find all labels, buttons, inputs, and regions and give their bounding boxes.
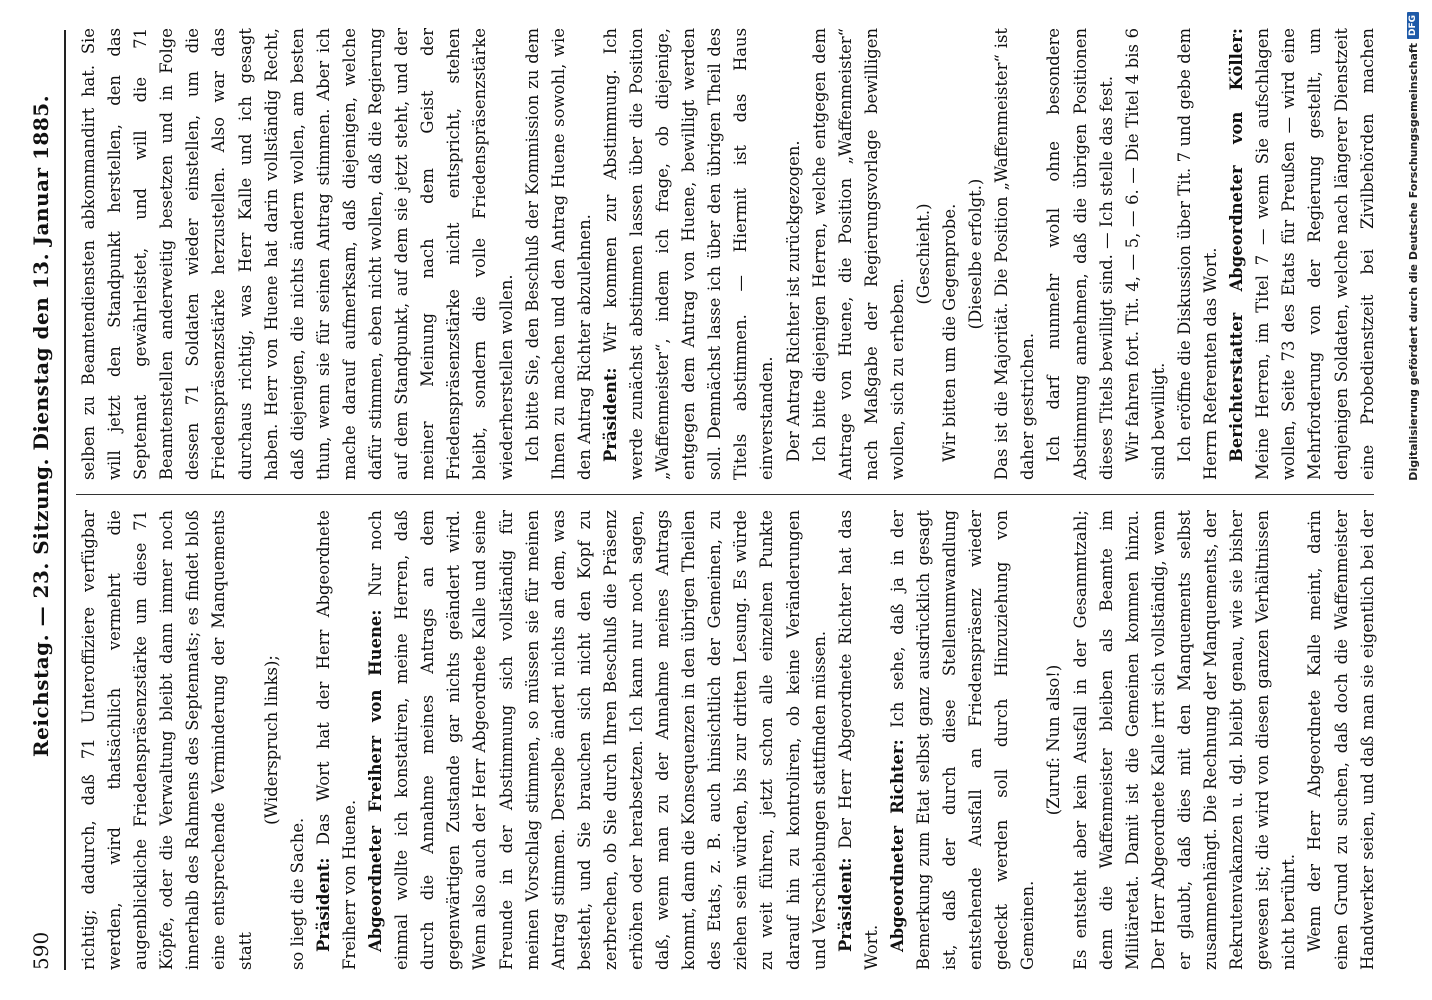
speech-paragraph	[311, 510, 363, 970]
paragraph: Ich bitte diejenigen Herren, welche entgegen dem Antrage von Huene, die Position „Waffenmeister“ nach Maßgabe der Regierungsvorlage bewilligen wollen, sich zu erheben.	[809, 28, 907, 480]
dfg-logo: DFG	[1407, 12, 1419, 39]
paragraph: Das ist die Majorität. Die Position „Waffenmeister“ ist daher gestrichen.	[992, 28, 1038, 480]
speech-text: Nur noch einmal wollte ich konstatiren, meine Herren, daß durch die Annahme meines Antrags an dem gegenwärtigen Zustande gar nichts geändert wird. Wenn also auch der Herr Abgeordnete Kalle und seine Freunde in der Abstimmung sich vollständig für meinen Vorschlag stimmen, so müssen sie für meinen Antrag stimmen. Derselbe ändert nichts an dem, was besteht, und Sie brauchen sich nicht den Kopf zu zerbrechen, ob Sie durch Ihren Beschluß die Präsenz erhöhen oder herabsetzen. Ich kann nur noch sagen, daß, wenn man zu der Annahme meines Antrags kommt, dann die Konsequenzen in den übrigen Theilen des Etats, z. B. auch hinsichtlich der Gemeinen, zu ziehen sein würden, bis zur dritten Lesung. Es würde zu weit führen, jetzt schon alle einzelnen Punkte darauf hin zu kontroliren, ob keine Veränderungen und Verschiebungen stattfinden müssen.	[366, 510, 829, 970]
header-rule	[64, 30, 66, 970]
speech-text: Das Wort hat der Herr Abgeordnete Freiherr von Huene.	[313, 510, 359, 970]
paragraph: Wir fahren fort. Tit. 4, — 5, — 6. — Die Titel 4 bis 6 sind bewilligt.	[1122, 28, 1168, 480]
speech-paragraph	[1224, 28, 1380, 480]
speech-paragraph	[833, 510, 885, 970]
speech-paragraph	[885, 510, 1042, 970]
speaker-name: Abgeordneter Freiherr von Huene:	[366, 609, 386, 952]
page-number: 590	[29, 931, 53, 970]
page-header	[20, 30, 62, 970]
speaker-name: Präsident:	[835, 857, 855, 952]
interjection: (Widerspruch links);	[261, 655, 281, 825]
right-column	[76, 28, 1380, 480]
column-divider	[76, 494, 1374, 495]
speech-text: Der Herr Abgeordnete Richter hat das Wort.	[835, 510, 881, 970]
interjection: (Dieselbe erfolgt.)	[966, 178, 986, 330]
header-title: Reichstag. — 23. Sitzung. Dienstag den 13. Januar 1885.	[29, 94, 53, 757]
speaker-name: Berichterstatter Abgeordneter von Köller:	[1227, 28, 1247, 462]
interjection: (Zuruf: Nun also!)	[1044, 664, 1064, 816]
speech-text: Wir kommen zur Abstimmung. Ich werde zunächst abstimmen lassen über die Position „Waffenmeister“, indem ich frage, ob diejenige, entgegen dem Antrag von Huene, bewilligt werden soll. Demnächst lasse ich über den übrigen Theil des Titels abstimmen. — Hiermit ist das Haus einverstanden.	[600, 28, 777, 480]
paragraph: Wir bitten um die Gegenprobe.	[940, 203, 960, 462]
speaker-name: Abgeordneter Richter:	[887, 739, 907, 952]
paragraph: selben zu Beamtendiensten abkommandirt hat. Sie will jetzt den Standpunkt herstellen, den das Septennat gewährleistet, und will die 71 Beamtenstellen anderweitig besetzen und in Folge dessen 71 Soldaten wieder einstellen, um die Friedenspräsenzstärke herzustellen. Also war das durchaus richtig, was Herr Kalle und ich gesagt haben. Herr von Huene hat darin vollständig Recht, daß diejenigen, die nichts ändern wollen, am besten thun, wenn sie für seinen Antrag stimmen. Aber ich mache darauf aufmerksam, daß diejenigen, welche dafür stimmen, eben nicht wollen, daß die Regierung auf dem Standpunkt, auf dem sie jetzt steht, und der meiner Meinung nach dem Geist der Friedenspräsenzstärke nicht entspricht, stehen bleibt, sondern die volle Friedenspräsenzstärke wiederherstellen wollen.	[79, 28, 516, 480]
digitization-credit-strip	[1403, 0, 1423, 1000]
speaker-name: Präsident:	[313, 857, 333, 952]
paragraph: Wenn der Herr Abgeordnete Kalle meint, darin einen Grund zu suchen, daß doch die Waffenmeister Handwerker seien, und daß man sie eigentlich bei der	[1305, 510, 1377, 970]
speech-text: Ich sehe, daß ja in der Bemerkung zum Etat selbst ganz ausdrücklich gesagt ist, daß der durch diese Stellenumwandlung entstehende Ausfall an Friedenspräsenz wieder gedeckt werden soll durch Hinzuziehung von Gemeinen.	[887, 510, 1038, 970]
paragraph: richtig; dadurch, daß 71 Unteroffiziere verfügbar werden, wird thatsächlich vermehrt die augenblickliche Friedenspräsenzstärke um diese 71 Köpfe, oder die Verwaltung bleibt dann immer noch innerhalb des Rahmens des Septennats; es findet bloß eine entsprechende Verminderung der Manquements statt	[79, 510, 255, 970]
credit-text: Digitalisierung gefördert durch die Deutsche Forschungsgemeinschaft	[1406, 43, 1420, 481]
paragraph: Ich eröffne die Diskussion über Tit. 7 und gebe dem Herrn Referenten das Wort.	[1174, 28, 1221, 480]
paragraph: Ich darf nunmehr wohl ohne besondere Abstimmung annehmen, daß die übrigen Positionen dieses Titels bewilligt sind. — Ich stelle das fest.	[1044, 28, 1116, 480]
speech-paragraph	[598, 28, 781, 480]
left-column	[76, 510, 1380, 970]
paragraph: Der Antrag Richter ist zurückgezogen.	[783, 140, 803, 462]
interjection: (Geschieht.)	[914, 203, 933, 305]
digitization-credit	[1403, 0, 1423, 1000]
paragraph: so liegt die Sache.	[287, 817, 307, 970]
speech-paragraph	[363, 510, 833, 970]
speech-text: Meine Herren, im Titel 7 — wenn Sie aufschlagen wollen, Seite 73 des Etats für Preußen — wird eine Mehrforderung von der Regierung gestellt, um denjenigen Soldaten, welche nach längerer Dienstzeit eine Probedienstzeit bei Zivilbehörden machen	[1253, 28, 1377, 480]
paragraph: Ich bitte Sie, den Beschluß der Kommission zu dem Ihnen zu machen und den Antrag Huene sowohl, wie den Antrag Richter abzulehnen.	[522, 28, 594, 480]
speaker-name: Präsident:	[600, 367, 620, 462]
paragraph: Es entsteht aber kein Ausfall in der Gesammtzahl; denn die Waffenmeister bleiben als Beamte im Militäretat. Damit ist die Gemeinen kommen hinzu. Der Herr Abgeordnete Kalle irrt sich vollständig, wenn er glaubt, daß dies mit den Manquements selbst zusammenhängt. Die Rechnung der Manquements, der Rekrutenvakanzen u. dgl. bleibt genau, wie sie bisher gewesen ist; die wird von diesen ganzen Verhältnissen nicht berührt.	[1070, 510, 1299, 970]
